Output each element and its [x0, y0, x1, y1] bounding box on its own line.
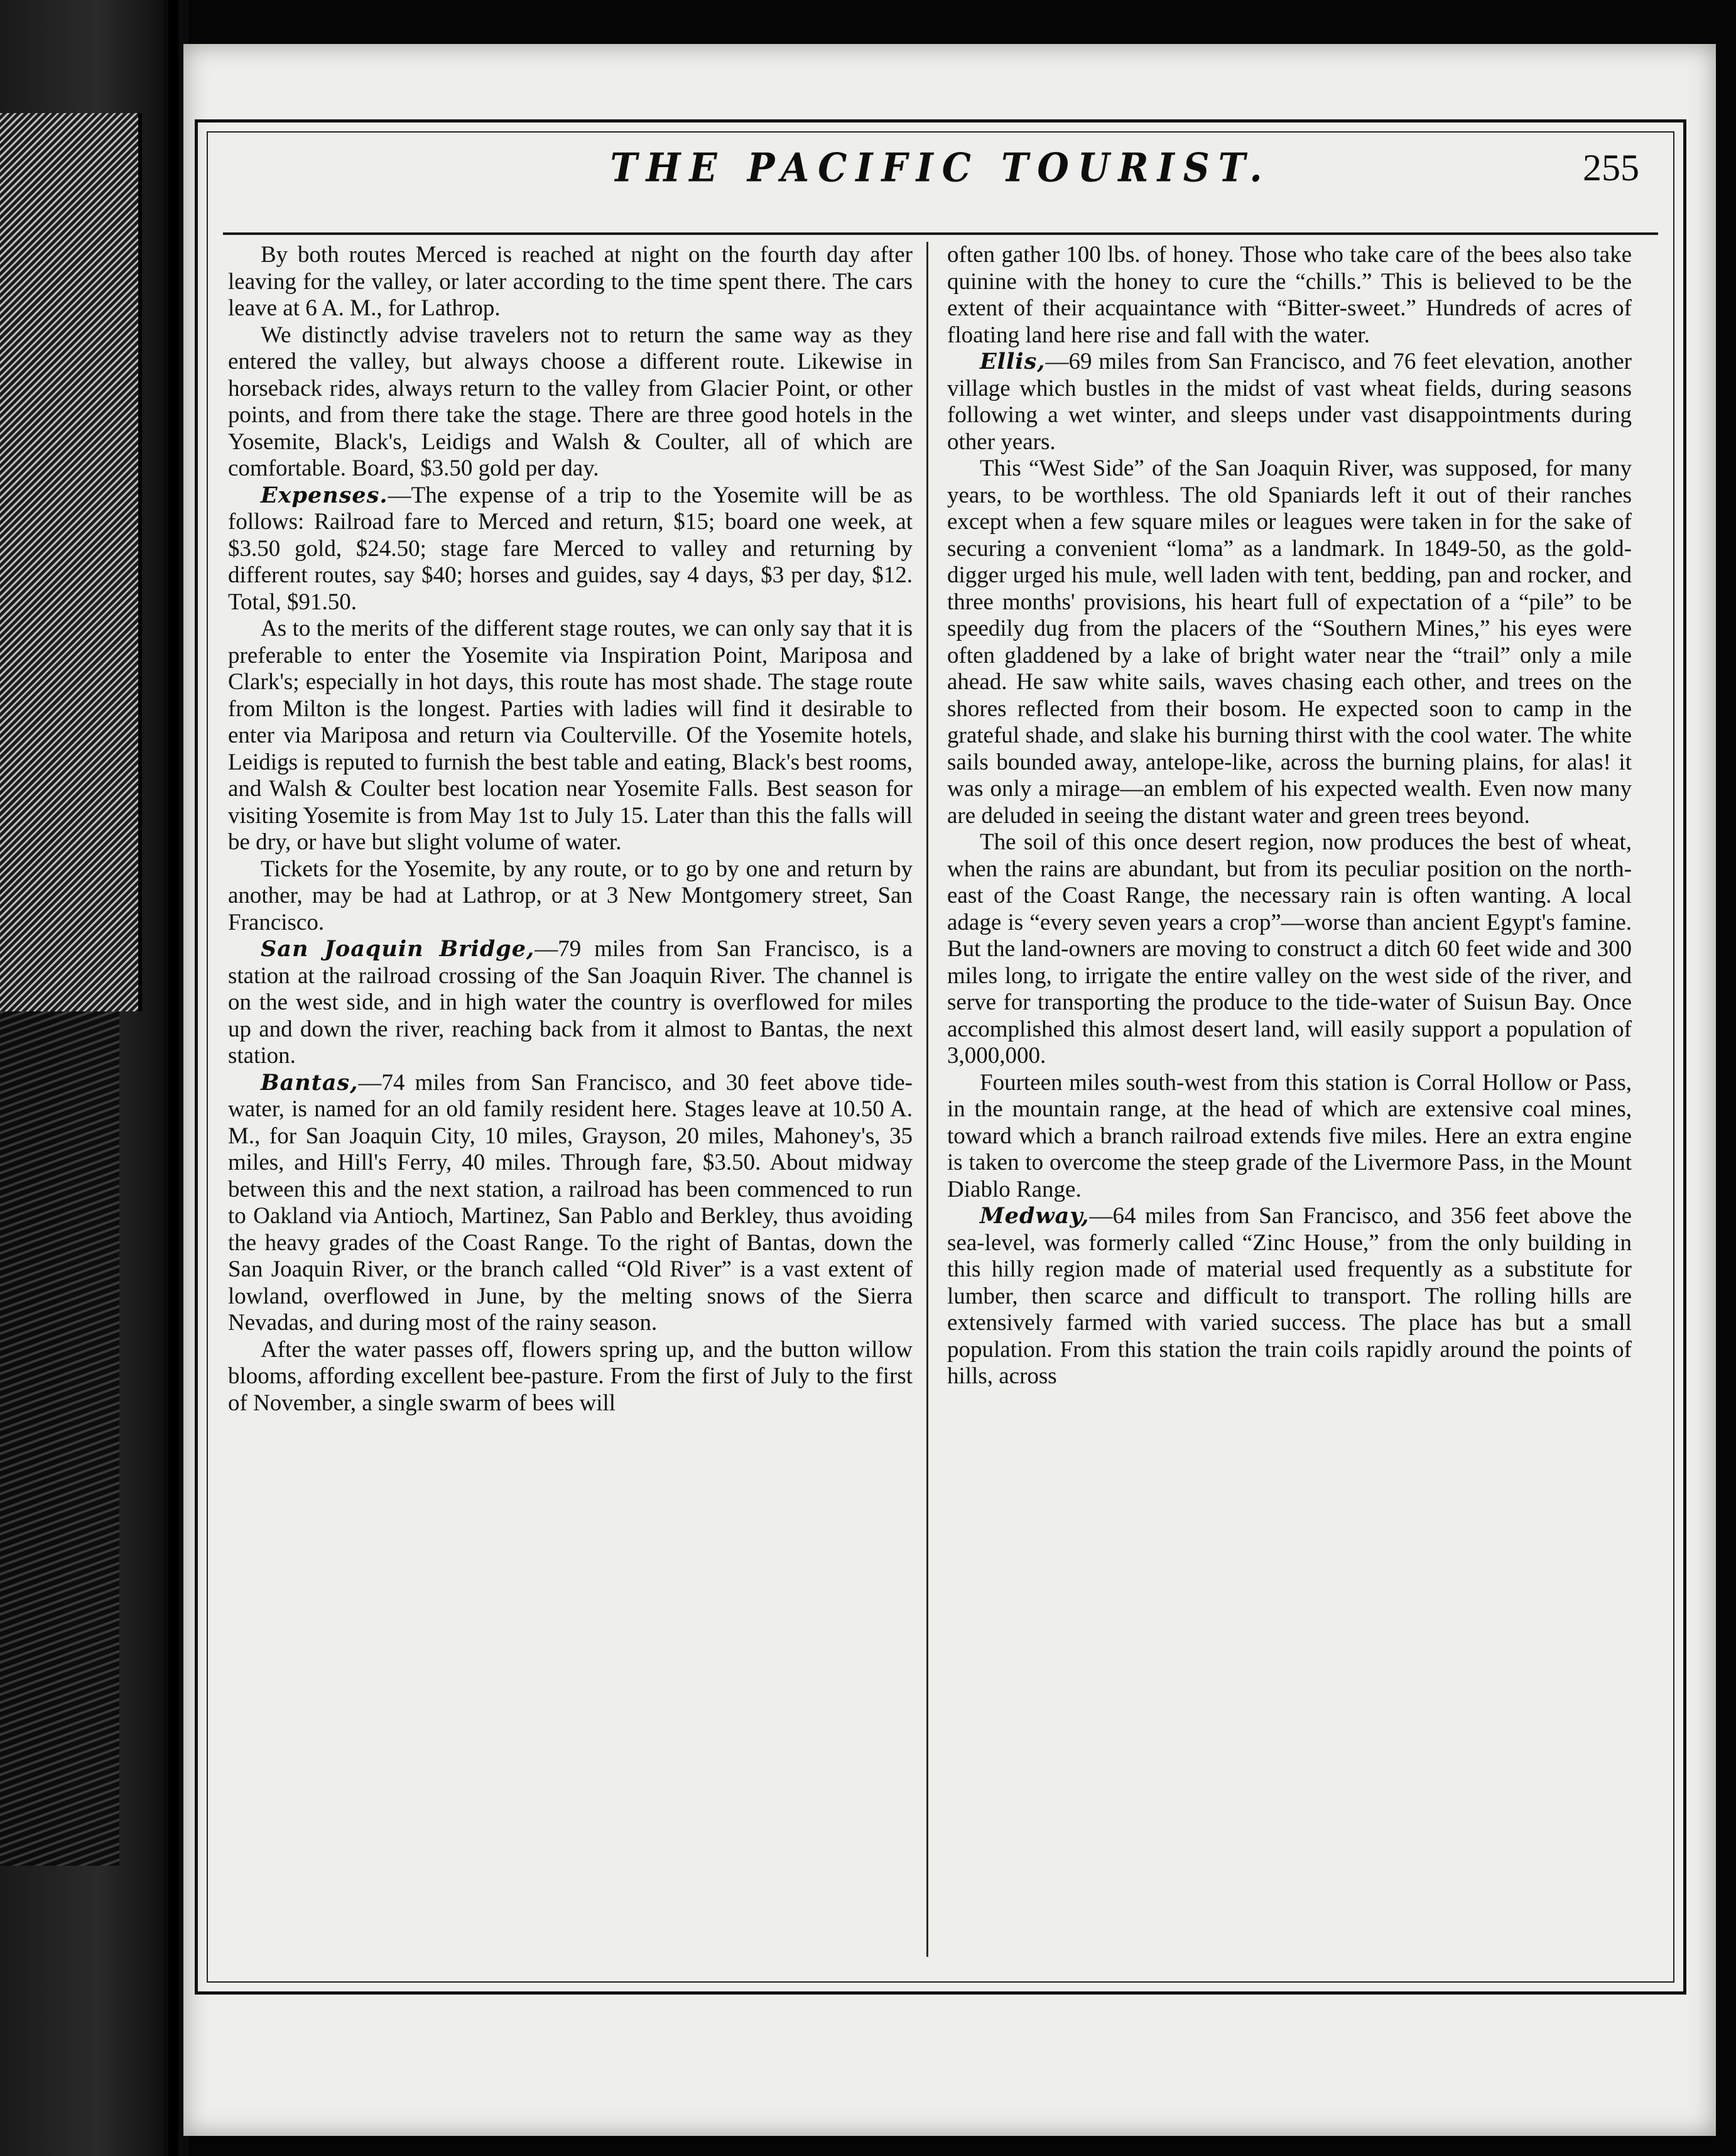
paragraph-text: —74 miles from San Francisco, and 30 feet above tide-water, is named for an old family resident here. Stages leave at 10.50 A. M., for San Joaquin City, 10 miles, Grayson, 20 miles, Mahoney's, 35 miles, and Hill's Ferry, 40 miles. Through fare, $3.50. About midway between this and the next station, a railroad has been commenced to run to Oakland via Antioch, Martinez, San Pablo and Berkley, thus avoiding the heavy grades of the Coast Range. To the right of Bantas, down the San Joaquin River, or the branch called “Old River” is a vast extent of lowland, overflowed in June, by the melting snows of the Sierra Nevadas, and during most of the rainy season.: [228, 1069, 913, 1336]
column-divider: [926, 242, 928, 1957]
paragraph: [228, 616, 913, 856]
paragraph: [228, 856, 913, 937]
paragraph: [947, 349, 1632, 455]
paragraph: [947, 829, 1632, 1070]
paragraph-text: The soil of this once desert region, now produces the best of wheat, when the rains are abundant, but from its peculiar position on the north-east of the Coast Range, the necessary rain is often wanting. A local adage is “every seven years a crop”—worse than ancient Egypt's famine. But the land-owners are moving to construct a ditch 60 feet wide and 300 miles long, to irrigate the entire valley on the west side of the river, and serve for transporting the produce to the tide-water of Suisun Bay. Once accomplished this almost desert land, will easily support a population of 3,000,000.: [947, 829, 1632, 1069]
paragraph-text: —64 miles from San Francisco, and 356 feet above the sea-level, was formerly called “Zinc House,” from the only building in this hilly region made of material used frequently as a substitute for lumber, then scarce and difficult to transport. The rolling hills are extensively farmed with varied success. The place has but a small population. From this station the train coils rapidly around the points of hills, across: [947, 1203, 1632, 1389]
paragraph-text: As to the merits of the different stage routes, we can only say that it is preferable to enter the Yosemite via Inspiration Point, Mariposa and Clark's; especially in hot days, this route has most shade. The stage route from Milton is the longest. Parties with ladies will find it desirable to enter via Mariposa and return via Coulterville. Of the Yosemite hotels, Leidigs is reputed to furnish the best table and eating, Black's best rooms, and Walsh & Coulter best location near Yosemite Falls. Best season for visiting Yosemite is from May 1st to July 15. Later than this the falls will be dry, or have but slight volume of water.: [228, 616, 913, 855]
page-number: 255: [1583, 147, 1639, 188]
paragraph-text: —The expense of a trip to the Yosemite will be as follows: Railroad fare to Merced and return, $15; board one week, at $3.50 gold, $24.50; stage fare Merced to valley and returning by different routes, say $40; horses and guides, say 4 days, $3 per day, $12. Total, $91.50.: [228, 482, 913, 615]
paragraph: [228, 1070, 913, 1337]
left-column: [228, 242, 913, 1957]
paragraph-text: Fourteen miles south-west from this station is Corral Hollow or Pass, in the mountain range, at the head of which are extensive coal mines, toward which a branch railroad extends five miles. Here an extra engine is taken to overcome the steep grade of the Livermore Pass, in the Mount Diablo Range.: [947, 1069, 1632, 1202]
paragraph-text: —79 miles from San Francisco, is a station at the railroad crossing of the San Joaquin River. The channel is on the west side, and in high water the country is overflowed for miles up and down the river, reaching back from it almost to Bantas, the next station.: [228, 936, 913, 1069]
paragraph: [947, 1070, 1632, 1204]
facing-page-edge: [0, 0, 163, 2156]
entry-heading: Bantas,: [261, 1069, 359, 1096]
gutter-shadow: [168, 0, 178, 2156]
paragraph: [947, 455, 1632, 829]
header-rule: [223, 232, 1658, 235]
running-head: [223, 146, 1658, 222]
paragraph-text: After the water passes off, flowers spring up, and the button willow blooms, affording excellent bee-pasture. From the first of July to the first of November, a single swarm of bees will: [228, 1336, 913, 1416]
entry-heading: Expenses.: [261, 482, 388, 508]
entry-heading: San Joaquin Bridge,: [261, 936, 535, 962]
page: [183, 44, 1716, 2136]
paragraph-text: By both routes Merced is reached at night on the fourth day after leaving for the valley, or later according to the time spent there. The cars leave at 6 A. M., for Lathrop.: [228, 242, 913, 321]
engraving-illustration: [0, 113, 142, 1011]
paragraph: [228, 1337, 913, 1417]
paragraph-text: We distinctly advise travelers not to return the same way as they entered the valley, but always choose a different route. Likewise in horseback rides, always return to the valley from Glacier Point, or other points, and from there take the stage. There are three good hotels in the Yosemite, Black's, Leidigs and Walsh & Coulter, all of which are comfortable. Board, $3.50 gold per day.: [228, 322, 913, 481]
entry-heading: Ellis,: [980, 349, 1046, 374]
paragraph: [947, 242, 1632, 349]
paragraph-text: Tickets for the Yosemite, by any route, or to go by one and return by another, may be had at Lathrop, or at 3 New Montgomery street, San Francisco.: [228, 856, 913, 935]
paragraph-text: —69 miles from San Francisco, and 76 feet elevation, another village which bustles in the midst of vast wheat fields, during seasons following a wet winter, and sleeps under vast disappointments during other years.: [947, 349, 1632, 455]
paragraph: [947, 1203, 1632, 1390]
paragraph-text: This “West Side” of the San Joaquin River, was supposed, for many years, to be worthless. The old Spaniards left it out of their ranches except when a few square miles or leagues were taken in for the sake of securing a convenient “loma” as a landmark. In 1849-50, as the gold-digger urged his mule, well laden with tent, bedding, pan and rocker, and three months' provisions, his heart full of expectation of a “pile” to be speedily dug from the placers of the “Southern Mines,” his eyes were often gladdened by a lake of bright water near the “trail” only a mile ahead. He saw white sails, waves chasing each other, and trees on the shores reflected from their bosom. He expected soon to camp in the grateful shade, and slake his burning thirst with the cool water. The white sails bounded away, antelope-like, across the burning plains, for alas! it was only a mirage—an emblem of his expected wealth. Even now many are deluded in seeing the distant water and green trees beyond.: [947, 455, 1632, 829]
engraving-illustration-lower: [0, 1011, 119, 1866]
paragraph-text: often gather 100 lbs. of honey. Those who take care of the bees also take quinine with the honey to cure the “chills.” This is believed to be the extent of their acquaintance with “Bitter-sweet.” Hundreds of acres of floating land here rise and fall with the water.: [947, 242, 1632, 348]
running-title: THE PACIFIC TOURIST.: [610, 144, 1271, 191]
paragraph: [228, 482, 913, 616]
right-column: [947, 242, 1632, 1957]
text-columns: [228, 242, 1654, 1957]
paragraph: [228, 242, 913, 322]
entry-heading: Medway,: [980, 1203, 1090, 1229]
paragraph: [228, 322, 913, 482]
page-border: [195, 119, 1686, 1995]
paragraph: [228, 936, 913, 1070]
